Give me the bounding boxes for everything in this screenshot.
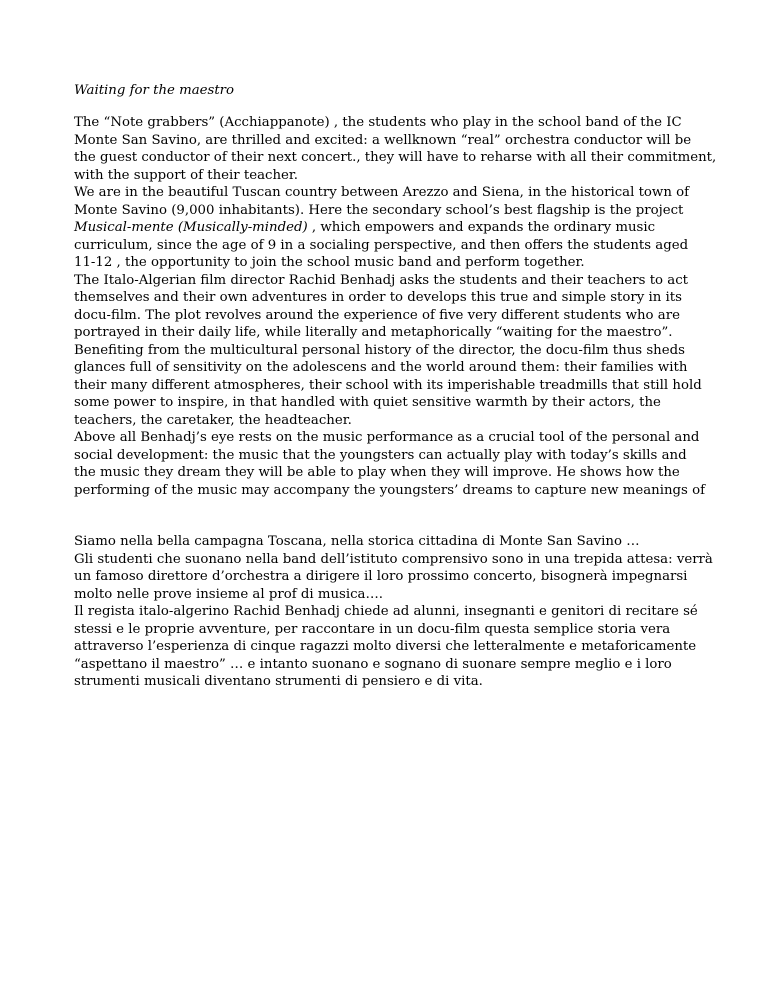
text-line: the guest conductor of their next concert., they will have to reharse with all their commitment, <box>74 150 717 165</box>
text-line: docu-film. The plot revolves around the experience of five very different students who are <box>74 307 680 323</box>
text-line: glances full of sensitivity on the adolescens and the world around them: their families with <box>74 360 688 375</box>
text-line: Siamo nella bella campagna Toscana, nella storica cittadina di Monte San Savino … <box>74 534 640 549</box>
text-line: molto nelle prove insieme al prof di musica…. <box>74 586 383 602</box>
text-line: Monte Savino (9,000 inhabitants). Here the secondary school’s best flagship is the project <box>74 202 684 218</box>
text-line: strumenti musicali diventano strumenti di pensiero e di vita. <box>74 674 483 689</box>
text-line: attraverso l’esperienza di cinque ragazzi molto diversi che letteralmente e metaforicamente <box>74 639 697 654</box>
text-line: stessi e le proprie avventure, per raccontare in un docu-film questa semplice storia vera <box>74 621 671 637</box>
paragraph-gap <box>74 499 714 533</box>
text-line: un famoso direttore d’orchestra a dirigere il loro prossimo concerto, bisognerà impegnarsi <box>74 569 688 584</box>
text-line: The Italo-Algerian film director Rachid Benhadj asks the students and their teachers to act <box>74 272 688 288</box>
text-line <box>74 219 714 237</box>
text-line: with the support of their teacher. <box>74 167 299 183</box>
text-line: Gli studenti che suonano nella band dell’istituto comprensivo sono in una trepida attesa: verrà <box>74 551 713 567</box>
text-line: We are in the beautiful Tuscan country between Arezzo and Siena, in the historical town of <box>74 185 690 200</box>
text-line: performing of the music may accompany the youngsters’ dreams to capture new meanings of <box>74 482 706 498</box>
text-line: Above all Benhadj’s eye rests on the music performance as a crucial tool of the personal and <box>74 430 700 445</box>
text-line: teachers, the caretaker, the headteacher. <box>74 412 352 428</box>
text-line: Monte San Savino, are thrilled and excited: a wellknown “real” orchestra conductor will be <box>74 132 692 148</box>
text-line: their many different atmospheres, their school with its imperishable treadmills that still hold <box>74 377 702 393</box>
document-title: Waiting for the maestro <box>74 83 235 98</box>
text-line: The “Note grabbers” (Acchiappanote) , the students who play in the school band of the IC <box>74 115 682 130</box>
text-line: 11-12 , the opportunity to join the school music band and perform together. <box>74 255 585 270</box>
text-line: curriculum, since the age of 9 in a socialing perspective, and then offers the students aged <box>74 237 689 253</box>
text-line: Il regista italo-algerino Rachid Benhadj chiede ad alunni, insegnanti e genitori di recitare sé <box>74 604 698 619</box>
document-body <box>74 82 717 691</box>
text-line: themselves and their own adventures in order to develops this true and simple story in its <box>74 290 682 305</box>
text-line: Benefiting from the multicultural personal history of the director, the docu-film thus sheds <box>74 342 685 358</box>
english-paragraph <box>74 114 717 499</box>
text-line: social development: the music that the youngsters can actually play with today’s skills and <box>74 447 687 463</box>
italian-paragraph <box>74 533 714 691</box>
project-line-rest: , which empowers and expands the ordinary music <box>307 220 656 235</box>
project-name: Musical-mente (Musically-minded) <box>74 220 308 235</box>
text-line: some power to inspire, in that handled with quiet sensitive warmth by their actors, the <box>74 395 661 410</box>
text-line: the music they dream they will be able to play when they will improve. He shows how the <box>74 465 680 480</box>
text-line: “aspettano il maestro” … e intanto suonano e sognano di suonare sempre meglio e i loro <box>74 656 672 672</box>
text-line: portrayed in their daily life, while literally and metaphorically “waiting for the maestro”. <box>74 325 673 340</box>
